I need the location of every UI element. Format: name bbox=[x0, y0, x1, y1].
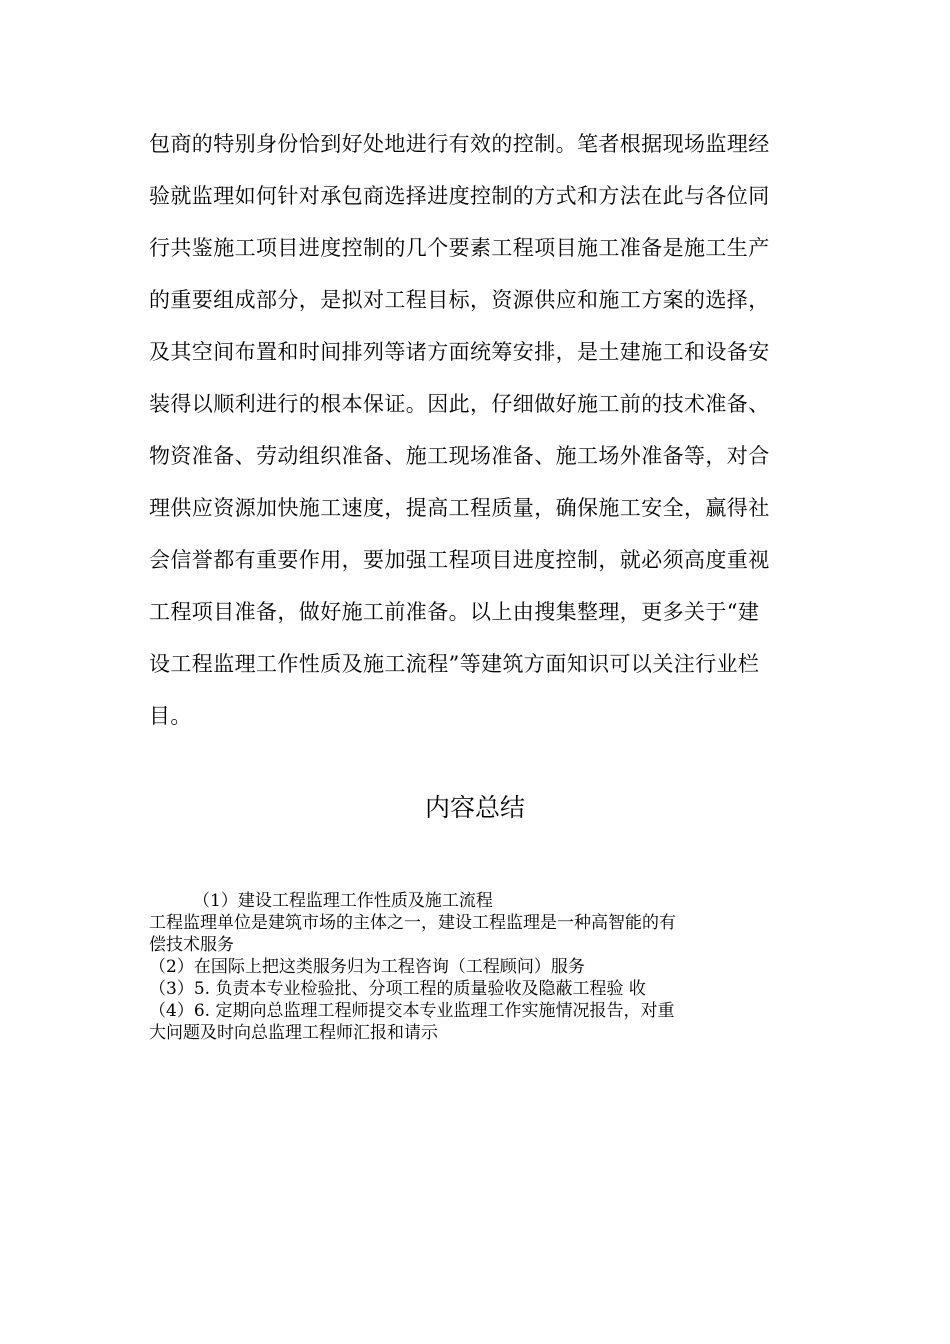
summary-item: 偿技术服务 bbox=[149, 935, 234, 955]
body-line: 设工程监理工作性质及施工流程”等建筑方面知识可以关注行业栏 bbox=[149, 652, 760, 676]
summary-item: 工程监理单位是建筑市场的主体之一，建设工程监理是一种高智能的有 bbox=[149, 913, 676, 933]
body-line: 会信誉都有重要作用，要加强工程项目进度控制，就必须高度重视 bbox=[149, 548, 770, 572]
summary-item: （4）6. 定期向总监理工程师提交本专业监理工作实施情况报告，对重 bbox=[149, 1001, 675, 1021]
summary-item: （2）在国际上把这类服务归为工程咨询（工程顾问）服务 bbox=[149, 957, 585, 977]
body-line: 工程项目准备，做好施工前准备。以上由搜集整理，更多关于“建 bbox=[149, 600, 760, 624]
body-line: 物资准备、劳动组织准备、施工现场准备、施工场外准备等，对合 bbox=[149, 444, 770, 468]
summary-title: 内容总结 bbox=[424, 793, 525, 822]
body-line: 目。 bbox=[149, 704, 192, 728]
body-line: 行共鉴施工项目进度控制的几个要素工程项目施工准备是施工生产 bbox=[149, 236, 770, 260]
summary-item: （1）建设工程监理工作性质及施工流程 bbox=[193, 891, 493, 911]
summary-item: 大问题及时向总监理工程师汇报和请示 bbox=[149, 1023, 438, 1043]
summary-item: （3）5. 负责本专业检验批、分项工程的质量验收及隐蔽工程验 收 bbox=[149, 979, 646, 999]
body-line: 装得以顺利进行的根本保证。因此，仔细做好施工前的技术准备、 bbox=[149, 392, 770, 416]
summary-list bbox=[149, 890, 809, 1044]
body-line: 的重要组成部分，是拟对工程目标，资源供应和施工方案的选择， bbox=[149, 288, 770, 312]
body-line: 及其空间布置和时间排列等诸方面统筹安排，是土建施工和设备安 bbox=[149, 340, 770, 364]
body-line: 包商的特别身份恰到好处地进行有效的控制。笔者根据现场监理经 bbox=[149, 132, 770, 156]
body-line: 验就监理如何针对承包商选择进度控制的方式和方法在此与各位同 bbox=[149, 184, 770, 208]
body-paragraph bbox=[149, 118, 801, 742]
body-line: 理供应资源加快施工速度，提高工程质量，确保施工安全，赢得社 bbox=[149, 496, 770, 520]
